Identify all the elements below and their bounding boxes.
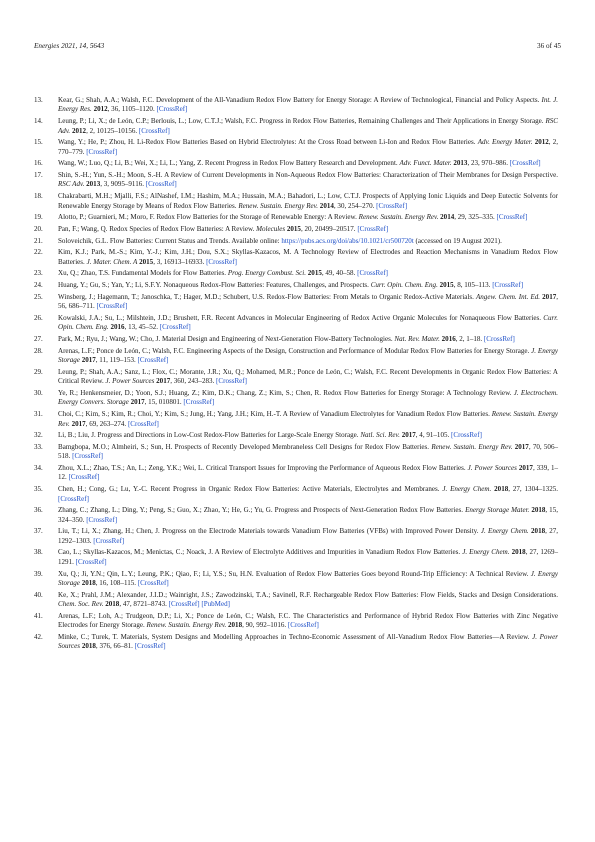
reference-year: 2017 <box>130 398 145 407</box>
reference-year: 2018 <box>531 527 546 536</box>
reference-number: 40. <box>34 590 43 599</box>
reference-year: 2013 <box>86 180 101 189</box>
reference-number: 29. <box>34 367 43 376</box>
journal-citation: Energies 2021, 14, 5643 <box>34 42 105 50</box>
reference-year: 2012 <box>534 138 549 147</box>
reference-volume-pages: , 47, 8721–8743. <box>119 600 169 609</box>
reference-journal: J. Power Sources <box>467 464 517 473</box>
reference-volume-pages: , 15, 324–350. <box>58 506 558 524</box>
reference-text <box>58 237 502 245</box>
reference-item <box>34 443 558 462</box>
page-header <box>34 42 561 54</box>
reference-year: 2018 <box>511 548 526 557</box>
reference-number: 36. <box>34 506 43 515</box>
reference-year: 2018 <box>531 506 546 515</box>
reference-journal: J. Energy Chem. <box>442 485 492 494</box>
reference-item <box>34 138 558 157</box>
reference-year: 2017 <box>542 292 557 301</box>
reference-journal: J. Energy Chem. <box>462 548 510 557</box>
reference-item <box>34 225 558 234</box>
reference-journal: J. Power Sources <box>105 377 155 386</box>
reference-year: 2013 <box>453 159 468 168</box>
reference-text <box>58 410 558 427</box>
reference-volume-pages: , 360, 243–283. <box>170 377 217 386</box>
reference-authors-title: Pan, F.; Wang, Q. Redox Species of Redox Flow Batteries: A Review. <box>58 224 257 233</box>
reference-text <box>58 213 527 221</box>
reference-journal: RSC Adv. <box>58 117 558 135</box>
reference-item <box>34 464 558 483</box>
reference-journal: J. Energy Chem. <box>480 527 529 536</box>
reference-item <box>34 269 558 278</box>
reference-authors-title: Choi, C.; Kim, S.; Kim, R.; Choi, Y.; Kim, S.; Jung, H.; Yang, J.H.; Kim, H.-T. A Review of Vanadium Electrolytes for Vanadium Redox Flow Batteries. <box>58 410 492 419</box>
crossref-link[interactable]: [CrossRef] <box>145 180 177 189</box>
reference-access-note: (accessed on 19 August 2021). <box>413 236 502 245</box>
reference-item <box>34 527 558 546</box>
reference-year: 2018 <box>105 600 120 609</box>
reference-item <box>34 548 558 567</box>
reference-journal: J. Energy Storage <box>58 569 558 587</box>
reference-item <box>34 293 558 312</box>
reference-authors-title: Leung, P.; Shah, A.A.; Sanz, L.; Flox, C.; Morante, J.R.; Xu, Q.; Mohamed, M.R.; Ponce de León, C.; Walsh, F.C. Recent Developments in Organic Redox Flow Batteries: A Critical Review. <box>58 367 558 386</box>
reference-number: 17. <box>34 171 43 180</box>
reference-volume-pages: , 49, 40–58. <box>321 269 358 278</box>
reference-item <box>34 159 558 168</box>
crossref-link[interactable]: [CrossRef] <box>127 419 159 428</box>
reference-number: 35. <box>34 485 43 494</box>
crossref-link[interactable]: [CrossRef] <box>483 335 515 344</box>
reference-item <box>34 633 558 652</box>
reference-volume-pages: , 15, 010801. <box>144 398 184 407</box>
reference-year: 2015 <box>139 257 154 266</box>
reference-volume-pages: , 376, 66–81. <box>95 642 135 651</box>
reference-list <box>34 96 558 654</box>
crossref-link[interactable]: [CrossRef] <box>492 281 524 290</box>
crossref-link[interactable]: [CrossRef] <box>96 302 128 311</box>
reference-journal: J. Mater. Chem. A <box>86 257 138 266</box>
reference-year: 2018 <box>228 621 243 630</box>
reference-item <box>34 506 558 525</box>
reference-item <box>34 281 558 290</box>
reference-journal: Nat. Rev. Mater. <box>394 335 440 344</box>
reference-journal: J. Power Sources <box>58 632 558 651</box>
reference-authors-title: Soloveichik, G.L. Flow Batteries: Current Status and Trends. Available online: <box>58 236 282 245</box>
reference-number: 27. <box>34 335 43 344</box>
crossref-link[interactable]: [CrossRef] <box>134 642 166 651</box>
reference-authors-title: Ke, X.; Prahl, J.M.; Alexander, J.I.D.; Wainright, J.S.; Zawodzinski, T.A.; Savinell, R.F. Rechargeable Redox Flow Batteries: Flow Fields, Stacks and Design Considerations. <box>58 590 558 599</box>
reference-authors-title: Zhou, X.L.; Zhao, T.S.; An, L.; Zeng, Y.K.; Wei, L. Critical Transport Issues for Improving the Performance of Aqueous Redox Flow Batteries. <box>58 464 468 473</box>
reference-year: 2015 <box>307 269 322 278</box>
reference-number: 34. <box>34 464 43 473</box>
reference-volume-pages: , 27, 1292–1303. <box>58 527 559 545</box>
reference-volume-pages: , 70, 506–518. <box>58 442 558 461</box>
reference-number: 23. <box>34 269 43 278</box>
reference-number: 33. <box>34 442 43 451</box>
crossref-link[interactable]: [CrossRef] <box>206 257 237 266</box>
reference-number: 14. <box>34 117 43 126</box>
reference-text <box>58 633 558 650</box>
reference-year: 2015 <box>439 281 454 290</box>
reference-item <box>34 117 558 136</box>
reference-item <box>34 171 558 190</box>
reference-number: 20. <box>34 224 43 233</box>
reference-authors-title: Kowalski, J.A.; Su, L.; Milshtein, J.D.; Brushett, F.R. Recent Advances in Molecular Engineering of Redox Active Organic Molecules for Nonaqueous Flow Batteries. <box>58 313 544 322</box>
reference-text <box>58 570 558 587</box>
reference-authors-title: Li, B.; Liu, J. Progress and Directions in Low-Cost Redox-Flow Batteries for Large-Scale Energy Storage. <box>58 431 361 440</box>
reference-year: 2017 <box>156 377 171 386</box>
reference-year: 2012 <box>93 105 108 114</box>
reference-text <box>58 464 558 481</box>
reference-item <box>34 612 558 631</box>
reference-text <box>58 485 558 502</box>
reference-journal: Molecules <box>256 224 286 233</box>
reference-text <box>58 269 388 277</box>
reference-text <box>58 96 558 113</box>
reference-authors-title: Minke, C.; Turek, T. Materials, System Designs and Modelling Approaches in Techno-Economic Assessment of All-Vanadium Redox Flow Batteries—A Review. <box>58 632 533 641</box>
reference-volume-pages: , 2, 770–779. <box>58 138 558 156</box>
crossref-link[interactable]: [CrossRef] <box>509 159 541 168</box>
reference-year: 2014 <box>319 201 334 210</box>
reference-year: 2018 <box>81 642 96 651</box>
reference-number: 38. <box>34 548 43 557</box>
reference-year: 2016 <box>441 335 456 344</box>
reference-volume-pages: , 13, 45–52. <box>124 323 160 332</box>
reference-text <box>58 281 523 289</box>
crossref-link[interactable]: [CrossRef] <box>168 600 200 609</box>
reference-number: 25. <box>34 292 43 301</box>
reference-volume-pages: , 2, 10125–10156. <box>86 126 139 135</box>
reference-volume-pages: , 11, 119–153. <box>95 356 138 365</box>
reference-year: 2017 <box>514 442 529 451</box>
crossref-link[interactable]: [CrossRef] <box>68 473 100 482</box>
crossref-link[interactable]: [CrossRef] <box>72 452 104 461</box>
reference-item <box>34 213 558 222</box>
crossref-link[interactable]: [CrossRef] <box>137 579 169 587</box>
reference-item <box>34 591 558 610</box>
crossref-link[interactable]: [CrossRef] <box>496 213 528 222</box>
crossref-link[interactable]: [CrossRef] <box>376 201 408 210</box>
reference-authors-title: Cao, L.; Skyllas-Kazacos, M.; Menictas, C.; Noack, J. A Review of Electrolyte Additives and Impurities in Vanadium Redox Flow Batteries. <box>58 548 463 557</box>
reference-volume-pages: , 29, 325–335. <box>454 213 497 222</box>
crossref-link[interactable]: [CrossRef] <box>357 224 389 233</box>
crossref-link[interactable]: [CrossRef] <box>138 126 170 135</box>
reference-year: 2017 <box>71 419 86 428</box>
reference-text <box>58 138 558 155</box>
crossref-link[interactable]: [CrossRef] <box>86 147 118 156</box>
reference-text <box>58 368 558 385</box>
reference-journal: Adv. Funct. Mater. <box>399 159 452 168</box>
reference-year: 2017 <box>401 431 416 440</box>
reference-volume-pages: , 3, 9095–9116. <box>100 180 146 189</box>
reference-journal: Renew. Sustain. Energy Rev. <box>431 442 513 451</box>
reference-journal: Energy Storage Mater. <box>465 506 530 515</box>
reference-item <box>34 314 558 333</box>
reference-item <box>34 410 558 429</box>
reference-authors-title: Ye, R.; Henkensmeier, D.; Yoon, S.J.; Huang, Z.; Kim, D.K.; Chang, Z.; Kim, S.; Chen, R. Redox Flow Batteries for Energy Storage: A Technology Review. <box>58 389 514 398</box>
reference-authors-title: Chakrabarti, M.H.; Mjalli, F.S.; AlNashef, I.M.; Hashim, M.A.; Hussain, M.A.; Bahadori, L.; Low, C.T.J. Prospects of Applying Ionic Liquids and Deep Eutectic Solvents for Renewable Energy Storage by Means of Redox Flow Batteries. <box>58 192 558 210</box>
reference-journal: Natl. Sci. Rev. <box>360 431 400 440</box>
reference-journal: Renew. Sustain. Energy Rev. <box>58 410 558 428</box>
reference-journal: J. Energy Storage <box>58 346 558 365</box>
page-number: 36 of 45 <box>537 42 561 50</box>
reference-volume-pages: , 339, 1–12. <box>58 464 558 482</box>
reference-journal: Renew. Sustain. Energy Rev. <box>358 213 439 222</box>
reference-number: 30. <box>34 389 43 398</box>
reference-volume-pages: , 2, 1–18. <box>455 335 484 344</box>
reference-number: 19. <box>34 213 43 222</box>
crossref-link[interactable]: [CrossRef] <box>159 323 191 332</box>
reference-number: 24. <box>34 281 43 290</box>
reference-number: 37. <box>34 527 43 536</box>
reference-text <box>58 591 558 608</box>
reference-volume-pages: , 16, 108–115. <box>95 579 138 587</box>
reference-number: 28. <box>34 346 43 355</box>
reference-authors-title: Winsberg, J.; Hagemann, T.; Janoschka, T.; Hager, M.D.; Schubert, U.S. Redox-Flow Batteries: From Metals to Organic Redox-Active Materials. <box>58 292 476 301</box>
reference-text <box>58 248 558 265</box>
reference-journal: RSC Adv. <box>58 180 85 189</box>
reference-year: 2012 <box>71 126 87 135</box>
reference-text <box>58 314 558 331</box>
reference-item <box>34 570 558 589</box>
reference-journal: Curr. Opin. Chem. Eng. <box>58 313 558 332</box>
reference-text <box>58 443 558 460</box>
reference-text <box>58 159 541 167</box>
crossref-link[interactable]: [CrossRef] <box>86 515 118 524</box>
reference-text <box>58 612 558 629</box>
reference-volume-pages: , 8, 105–113. <box>453 281 493 290</box>
reference-year: 2017 <box>81 356 96 365</box>
reference-text <box>58 171 558 188</box>
reference-journal: Prog. Energy Combust. Sci. <box>227 269 306 278</box>
crossref-link[interactable]: [CrossRef] <box>156 105 188 114</box>
reference-volume-pages: , 90, 992–1016. <box>242 621 288 630</box>
reference-item <box>34 485 558 504</box>
crossref-link[interactable]: [CrossRef] <box>287 621 319 630</box>
reference-year: 2015 <box>286 224 301 233</box>
reference-volume-pages: , 4, 91–105. <box>415 431 452 440</box>
reference-number: 32. <box>34 431 43 440</box>
crossref-link[interactable]: [CrossRef] <box>93 536 125 545</box>
reference-journal: J. Electrochem. Energy Convers. Storage <box>58 389 559 407</box>
reference-journal: Chem. Soc. Rev. <box>58 600 104 609</box>
reference-number: 15. <box>34 138 43 147</box>
reference-authors-title: Park, M.; Ryu, J.; Wang, W.; Cho, J. Material Design and Engineering of Next-Generation Flow-Battery Technologies. <box>58 335 395 344</box>
reference-number: 39. <box>34 569 43 578</box>
reference-volume-pages: , 27, 1304–1325. <box>508 485 559 494</box>
reference-journal: Angew. Chem. Int. Ed. <box>475 292 541 301</box>
reference-item <box>34 389 558 408</box>
crossref-link[interactable]: [CrossRef] <box>75 557 107 566</box>
reference-volume-pages: , 27, 1269–1291. <box>58 548 559 566</box>
reference-text <box>58 527 558 544</box>
reference-number: 26. <box>34 313 43 322</box>
reference-number: 21. <box>34 236 43 245</box>
reference-number: 13. <box>34 96 43 104</box>
reference-authors-title: Kim, K.J.; Park, M.-S.; Kim, Y.-J.; Kim, J.H.; Dou, S.X.; Skyllas-Kazacos, M. A Technology Review of Electrodes and Reaction Mechanisms in Vanadium Redox Flow Batteries. <box>58 248 558 266</box>
reference-text <box>58 192 558 209</box>
reference-authors-title: Wang, W.; Luo, Q.; Li, B.; Wei, X.; Li, L.; Yang, Z. Recent Progress in Redox Flow Battery Research and Development. <box>58 159 400 168</box>
reference-authors-title: Wang, Y.; He, P.; Zhou, H. Li-Redox Flow Batteries Based on Hybrid Electrolytes: At the Cross Road between Li-Ion and Redox Flow Batteries. <box>58 138 478 147</box>
reference-number: 18. <box>34 192 43 201</box>
reference-item <box>34 96 558 115</box>
reference-authors-title: Kear, G.; Shah, A.A.; Walsh, F.C. Development of the All-Vanadium Redox Flow Battery for Energy Storage: A Review of Technological, Financial and Policy Aspects. <box>58 96 542 104</box>
reference-volume-pages: , 36, 1105–1120. <box>107 105 157 114</box>
reference-journal: Int. J. Energy Res. <box>58 96 559 114</box>
crossref-link[interactable]: [CrossRef] <box>58 494 89 503</box>
reference-year: 2017 <box>518 464 533 473</box>
reference-text <box>58 225 388 233</box>
reference-item <box>34 237 558 246</box>
reference-year: 2016 <box>110 323 125 332</box>
reference-authors-title: Huang, Y.; Gu, S.; Yan, Y.; Li, S.F.Y. Nonaqueous Redox-Flow Batteries: Features, Challenges, and Prospects. <box>58 281 371 290</box>
crossref-link[interactable]: [CrossRef] <box>451 431 482 440</box>
reference-url-link[interactable]: https://pubs.acs.org/doi/abs/10.1021/cr500720t <box>281 236 414 245</box>
reference-number: 41. <box>34 611 43 620</box>
reference-item <box>34 368 558 387</box>
reference-journal: Curr. Opin. Chem. Eng. <box>370 281 438 290</box>
crossref-link[interactable]: [CrossRef] <box>357 269 389 278</box>
reference-text <box>58 548 558 565</box>
reference-item <box>34 192 558 211</box>
reference-year: 2018 <box>494 485 509 494</box>
crossref-link[interactable]: [CrossRef] <box>183 398 215 407</box>
reference-item <box>34 431 558 440</box>
crossref-link[interactable]: [CrossRef] <box>137 356 169 365</box>
reference-number: 16. <box>34 159 43 168</box>
reference-authors-title: Arenas, L.F.; Ponce de León, C.; Walsh, F.C. Engineering Aspects of the Design, Construction and Performance of Modular Redox Flow Batteries for Energy Storage. <box>58 346 532 355</box>
reference-text <box>58 335 515 343</box>
reference-volume-pages: , 30, 254–270. <box>333 201 377 210</box>
reference-authors-title: Xu, Q.; Zhao, T.S. Fundamental Models for Flow Batteries. <box>58 269 228 278</box>
pubmed-link[interactable]: [PubMed] <box>201 600 230 609</box>
reference-text <box>58 389 558 406</box>
reference-journal: Renew. Sustain. Energy Rev. <box>146 621 227 630</box>
reference-authors-title: Xu, Q.; Ji, Y.N.; Qin, L.Y.; Leung, P.K.; Qiao, F.; Li, Y.S.; Su, H.N. Evaluation of Redox Flow Batteries Goes beyond Round-Trip Efficiency: A Technical Review. <box>58 569 531 578</box>
reference-volume-pages: , 3, 16913–16933. <box>153 257 207 266</box>
reference-number: 42. <box>34 632 43 641</box>
reference-volume-pages: , 69, 263–274. <box>85 419 128 428</box>
reference-authors-title: Liu, T.; Li, X.; Zhang, H.; Chen, J. Progress on the Electrode Materials towards Vanadium Flow Batteries (VFBs) with Improved Power Density. <box>58 527 481 536</box>
reference-item <box>34 335 558 344</box>
reference-year: 2018 <box>81 579 96 587</box>
reference-authors-title: Arenas, L.F.; Loh, A.; Trudgeon, D.P.; Li, X.; Ponce de León, C.; Walsh, F.C. The Characteristics and Performance of Hybrid Redox Flow Batteries with Zinc Negative Electrodes for Energy Storage. <box>58 611 558 630</box>
reference-number: 22. <box>34 248 43 257</box>
reference-authors-title: Leung, P.; Li, X.; de León, C.P.; Berlouis, L.; Low, C.T.J.; Walsh, F.C. Progress in Redox Flow Batteries, Remaining Challenges and Their Applications in Energy Storage. <box>58 117 546 126</box>
reference-volume-pages: , 23, 970–986. <box>467 159 510 168</box>
reference-text <box>58 117 558 134</box>
reference-year: 2014 <box>440 213 455 222</box>
reference-authors-title: Chen, H.; Cong, G.; Lu, Y.-C. Recent Progress in Organic Redox Flow Batteries: Active Materials, Electrolytes and Membranes. <box>58 485 443 494</box>
reference-text <box>58 293 558 310</box>
reference-text <box>58 347 558 364</box>
reference-text <box>58 506 558 523</box>
reference-journal: Renew. Sustain. Energy Rev. <box>238 201 319 210</box>
reference-text <box>58 431 482 439</box>
reference-authors-title: Alotto, P.; Guarnieri, M.; Moro, F. Redox Flow Batteries for the Storage of Renewable Energy: A Review. <box>58 213 359 222</box>
reference-volume-pages: , 56, 686–711. <box>58 292 558 311</box>
reference-journal: Adv. Energy Mater. <box>477 138 533 147</box>
reference-authors-title: Bamgbopa, M.O.; Almheiri, S.; Sun, H. Prospects of Recently Developed Membraneless Cell Designs for Redox Flow Batteries. <box>58 442 432 451</box>
reference-authors-title: Zhang, C.; Zhang, L.; Ding, Y.; Peng, S.; Guo, X.; Zhao, Y.; He, G.; Yu, G. Progress and Prospects of Next-Generation Redox Flow Batteries. <box>58 506 466 515</box>
reference-volume-pages: , 20, 20499–20517. <box>300 224 358 233</box>
reference-item <box>34 347 558 366</box>
reference-number: 31. <box>34 410 43 419</box>
reference-item <box>34 248 558 267</box>
crossref-link[interactable]: [CrossRef] <box>216 377 247 386</box>
reference-authors-title: Shin, S.-H.; Yun, S.-H.; Moon, S.-H. A Review of Current Developments in Non-Aqueous Redox Flow Batteries: Characterization of Their Membranes for Design Perspective. <box>58 171 558 180</box>
